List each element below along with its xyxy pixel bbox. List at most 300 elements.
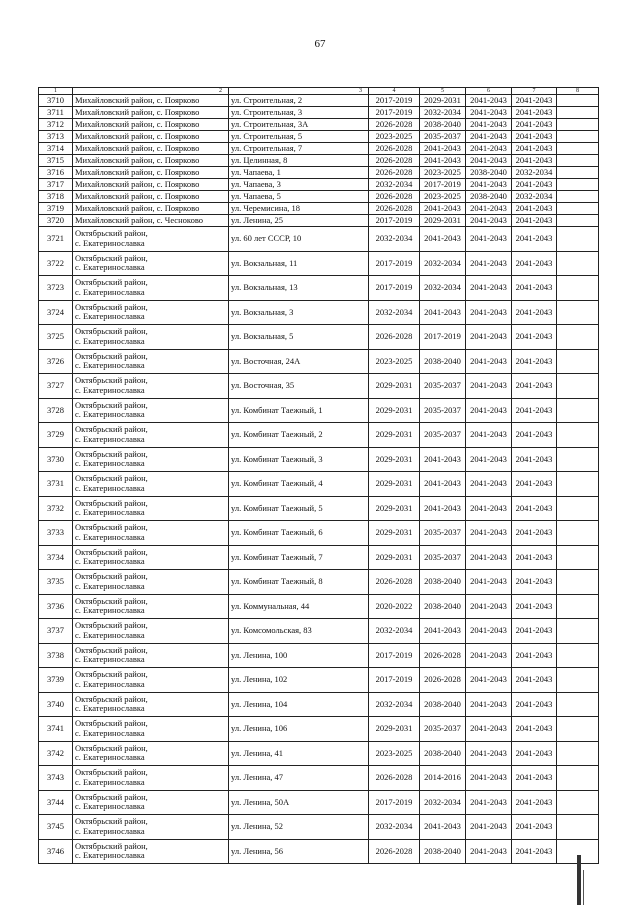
address-cell: ул. Ленина, 102 [229,668,369,693]
period-cell: 2041-2043 [512,179,557,191]
locality-village: с. Екатеринославка [75,311,145,322]
binding-mark [577,855,581,905]
period-cell: 2041-2043 [512,790,557,815]
note-cell [557,423,599,448]
row-number: 3716 [39,167,73,179]
period-cell: 2041-2043 [466,107,512,119]
row-number: 3712 [39,119,73,131]
period-cell: 2029-2031 [369,398,420,423]
row-number: 3745 [39,815,73,840]
locality-district: Октябрьский район, [75,816,148,827]
period-cell: 2038-2040 [420,349,466,374]
period-cell: 2029-2031 [369,447,420,472]
locality-village: с. Екатеринославка [75,237,145,248]
locality-village: с. Екатеринославка [75,384,145,395]
period-cell: 2041-2043 [512,300,557,325]
period-cell: 2023-2025 [369,741,420,766]
period-cell: 2041-2043 [466,447,512,472]
address-cell: ул. Строительная, 3 [229,107,369,119]
register-table [38,87,599,864]
note-cell [557,143,599,155]
address-cell: ул. Чапаева, 3 [229,179,369,191]
locality-cell [73,496,229,521]
period-cell: 2032-2034 [369,692,420,717]
locality-cell: Михайловский район, с. Поярково [73,191,229,203]
note-cell [557,300,599,325]
note-cell [557,643,599,668]
note-cell [557,570,599,595]
locality-cell [73,227,229,252]
period-cell: 2041-2043 [466,374,512,399]
locality-cell [73,521,229,546]
row-number: 3730 [39,447,73,472]
locality-cell [73,668,229,693]
locality-village: с. Екатеринославка [75,752,145,763]
address-cell: ул. Восточная, 24А [229,349,369,374]
period-cell: 2029-2031 [369,423,420,448]
locality-cell: Михайловский район, с. Поярково [73,179,229,191]
table-row [39,643,599,668]
locality-district: Октябрьский район, [75,301,148,312]
binding-mark [583,870,584,905]
locality-cell [73,643,229,668]
address-cell: ул. Чапаева, 5 [229,191,369,203]
table-row [39,143,599,155]
period-cell: 2026-2028 [369,766,420,791]
address-cell: ул. Ленина, 25 [229,215,369,227]
locality-cell [73,349,229,374]
table-row [39,619,599,644]
period-cell: 2041-2043 [466,545,512,570]
address-cell: ул. Комбинат Таежный, 6 [229,521,369,546]
row-number: 3734 [39,545,73,570]
period-cell: 2041-2043 [420,203,466,215]
locality-district: Октябрьский район, [75,497,148,508]
period-cell: 2041-2043 [512,839,557,864]
table-row [39,131,599,143]
period-cell: 2026-2028 [369,143,420,155]
column-number: 6 [466,88,512,95]
period-cell: 2038-2040 [420,570,466,595]
period-cell: 2026-2028 [369,119,420,131]
period-cell: 2041-2043 [466,619,512,644]
period-cell: 2032-2034 [369,300,420,325]
period-cell: 2026-2028 [420,643,466,668]
period-cell: 2038-2040 [420,839,466,864]
address-cell: ул. Чапаева, 1 [229,167,369,179]
page-number: 67 [314,38,326,50]
table-row [39,179,599,191]
period-cell: 2041-2043 [512,741,557,766]
row-number: 3739 [39,668,73,693]
locality-district: Октябрьский район, [75,448,148,459]
note-cell [557,594,599,619]
locality-cell [73,766,229,791]
period-cell: 2032-2034 [369,227,420,252]
address-cell: ул. Черемисина, 18 [229,203,369,215]
note-cell [557,717,599,742]
period-cell: 2017-2019 [369,215,420,227]
row-number: 3728 [39,398,73,423]
note-cell [557,668,599,693]
row-number: 3733 [39,521,73,546]
table-row [39,766,599,791]
period-cell: 2017-2019 [369,643,420,668]
period-cell: 2041-2043 [512,545,557,570]
row-number: 3741 [39,717,73,742]
period-cell: 2041-2043 [512,107,557,119]
note-cell [557,496,599,521]
locality-cell [73,570,229,595]
locality-cell [73,374,229,399]
period-cell: 2041-2043 [512,423,557,448]
period-cell: 2035-2037 [420,545,466,570]
row-number: 3715 [39,155,73,167]
locality-district: Октябрьский район, [75,840,148,851]
period-cell: 2038-2040 [420,119,466,131]
period-cell: 2041-2043 [420,447,466,472]
locality-district: Октябрьский район, [75,718,148,729]
locality-cell [73,251,229,276]
period-cell: 2026-2028 [369,570,420,595]
locality-village: с. Екатеринославка [75,825,145,836]
table-row [39,119,599,131]
note-cell [557,741,599,766]
locality-cell [73,594,229,619]
row-number: 3736 [39,594,73,619]
row-number: 3723 [39,276,73,301]
period-cell: 2041-2043 [512,570,557,595]
locality-district: Октябрьский район, [75,742,148,753]
row-number: 3737 [39,619,73,644]
locality-village: с. Екатеринославка [75,531,145,542]
locality-district: Октябрьский район, [75,473,148,484]
note-cell [557,447,599,472]
period-cell: 2041-2043 [466,570,512,595]
period-cell: 2041-2043 [466,815,512,840]
row-number: 3731 [39,472,73,497]
locality-cell [73,815,229,840]
note-cell [557,521,599,546]
locality-district: Октябрьский район, [75,620,148,631]
row-number: 3714 [39,143,73,155]
period-cell: 2017-2019 [420,325,466,350]
row-number: 3721 [39,227,73,252]
period-cell: 2041-2043 [466,325,512,350]
period-cell: 2038-2040 [466,191,512,203]
period-cell: 2038-2040 [466,167,512,179]
row-number: 3735 [39,570,73,595]
locality-cell: Михайловский район, с. Чесноково [73,215,229,227]
row-number: 3744 [39,790,73,815]
period-cell: 2041-2043 [512,815,557,840]
row-number: 3718 [39,191,73,203]
period-cell: 2041-2043 [466,215,512,227]
period-cell: 2041-2043 [466,179,512,191]
period-cell: 2041-2043 [512,374,557,399]
locality-cell: Михайловский район, с. Поярково [73,119,229,131]
period-cell: 2041-2043 [420,300,466,325]
row-number: 3725 [39,325,73,350]
period-cell: 2041-2043 [466,496,512,521]
table-row [39,349,599,374]
period-cell: 2026-2028 [369,839,420,864]
period-cell: 2041-2043 [466,300,512,325]
table-row [39,741,599,766]
period-cell: 2032-2034 [512,191,557,203]
note-cell [557,349,599,374]
period-cell: 2041-2043 [420,227,466,252]
row-number: 3729 [39,423,73,448]
period-cell: 2035-2037 [420,131,466,143]
locality-cell [73,472,229,497]
period-cell: 2035-2037 [420,398,466,423]
row-number: 3719 [39,203,73,215]
period-cell: 2026-2028 [420,668,466,693]
locality-cell: Михайловский район, с. Поярково [73,155,229,167]
note-cell [557,191,599,203]
column-number: 2 [73,88,229,95]
locality-cell [73,790,229,815]
period-cell: 2041-2043 [512,472,557,497]
locality-village: с. Екатеринославка [75,678,145,689]
locality-cell [73,741,229,766]
locality-district: Октябрьский район, [75,277,148,288]
locality-district: Октябрьский район, [75,350,148,361]
table-row [39,668,599,693]
period-cell: 2041-2043 [512,692,557,717]
period-cell: 2041-2043 [466,521,512,546]
period-cell: 2041-2043 [466,839,512,864]
locality-village: с. Екатеринославка [75,727,145,738]
row-number: 3743 [39,766,73,791]
locality-district: Октябрьский район, [75,669,148,680]
period-cell: 2038-2040 [420,741,466,766]
locality-district: Октябрьский район, [75,375,148,386]
period-cell: 2041-2043 [512,349,557,374]
note-cell [557,131,599,143]
locality-village: с. Екатеринославка [75,703,145,714]
table-row [39,203,599,215]
column-number: 8 [557,88,599,95]
table-row [39,215,599,227]
period-cell: 2038-2040 [420,594,466,619]
period-cell: 2041-2043 [466,143,512,155]
table-row [39,423,599,448]
period-cell: 2026-2028 [369,191,420,203]
locality-village: с. Екатеринославка [75,335,145,346]
note-cell [557,766,599,791]
table-row [39,570,599,595]
period-cell: 2029-2031 [420,95,466,107]
row-number: 3727 [39,374,73,399]
locality-district: Октябрьский район, [75,399,148,410]
period-cell: 2026-2028 [369,167,420,179]
table-row [39,815,599,840]
note-cell [557,227,599,252]
address-cell: ул. Вокзальная, 3 [229,300,369,325]
row-number: 3742 [39,741,73,766]
period-cell: 2041-2043 [466,472,512,497]
period-cell: 2041-2043 [466,790,512,815]
period-cell: 2041-2043 [466,276,512,301]
locality-village: с. Екатеринославка [75,605,145,616]
locality-district: Октябрьский район, [75,326,148,337]
table-row [39,692,599,717]
note-cell [557,276,599,301]
locality-village: с. Екатеринославка [75,850,145,861]
row-number: 3713 [39,131,73,143]
period-cell: 2032-2034 [369,619,420,644]
locality-cell [73,447,229,472]
note-cell [557,692,599,717]
period-cell: 2029-2031 [369,545,420,570]
period-cell: 2041-2043 [466,423,512,448]
row-number: 3738 [39,643,73,668]
address-cell: ул. Комбинат Таежный, 8 [229,570,369,595]
column-number-row [39,88,599,95]
table-row [39,839,599,864]
period-cell: 2041-2043 [466,131,512,143]
period-cell: 2035-2037 [420,374,466,399]
period-cell: 2041-2043 [512,643,557,668]
locality-cell: Михайловский район, с. Поярково [73,167,229,179]
address-cell: ул. Ленина, 104 [229,692,369,717]
table-row [39,300,599,325]
period-cell: 2041-2043 [420,155,466,167]
period-cell: 2041-2043 [466,398,512,423]
note-cell [557,179,599,191]
period-cell: 2041-2043 [512,251,557,276]
period-cell: 2041-2043 [466,594,512,619]
row-number: 3720 [39,215,73,227]
period-cell: 2041-2043 [512,668,557,693]
row-number: 3717 [39,179,73,191]
table-row [39,594,599,619]
locality-district: Октябрьский район, [75,546,148,557]
locality-district: Октябрьский район, [75,522,148,533]
period-cell: 2041-2043 [466,119,512,131]
locality-village: с. Екатеринославка [75,458,145,469]
locality-village: с. Екатеринославка [75,776,145,787]
row-number: 3746 [39,839,73,864]
period-cell: 2041-2043 [466,155,512,167]
address-cell: ул. Ленина, 47 [229,766,369,791]
note-cell [557,215,599,227]
period-cell: 2041-2043 [420,815,466,840]
locality-cell [73,423,229,448]
period-cell: 2014-2016 [420,766,466,791]
address-cell: ул. Комбинат Таежный, 3 [229,447,369,472]
table-row [39,374,599,399]
period-cell: 2032-2034 [420,107,466,119]
table-row [39,107,599,119]
period-cell: 2041-2043 [512,143,557,155]
locality-village: с. Екатеринославка [75,580,145,591]
address-cell: ул. Ленина, 50А [229,790,369,815]
period-cell: 2017-2019 [369,95,420,107]
locality-district: Октябрьский район, [75,424,148,435]
table-row [39,95,599,107]
period-cell: 2041-2043 [420,143,466,155]
locality-village: с. Екатеринославка [75,262,145,273]
period-cell: 2041-2043 [466,227,512,252]
period-cell: 2026-2028 [369,155,420,167]
period-cell: 2023-2025 [420,191,466,203]
column-number: 3 [229,88,369,95]
period-cell: 2029-2031 [369,472,420,497]
note-cell [557,545,599,570]
table-row [39,227,599,252]
table-row [39,325,599,350]
table-row [39,447,599,472]
note-cell [557,398,599,423]
period-cell: 2041-2043 [512,594,557,619]
period-cell: 2023-2025 [369,131,420,143]
note-cell [557,619,599,644]
locality-cell: Михайловский район, с. Поярково [73,203,229,215]
locality-village: с. Екатеринославка [75,433,145,444]
address-cell: ул. Ленина, 41 [229,741,369,766]
locality-district: Октябрьский район, [75,767,148,778]
period-cell: 2041-2043 [466,692,512,717]
period-cell: 2041-2043 [512,131,557,143]
locality-cell: Михайловский район, с. Поярково [73,131,229,143]
period-cell: 2041-2043 [512,521,557,546]
period-cell: 2041-2043 [512,276,557,301]
column-number: 7 [512,88,557,95]
note-cell [557,815,599,840]
note-cell [557,251,599,276]
locality-cell [73,717,229,742]
table-row [39,717,599,742]
locality-district: Октябрьский район, [75,252,148,263]
table-row [39,472,599,497]
note-cell [557,107,599,119]
note-cell [557,203,599,215]
period-cell: 2035-2037 [420,717,466,742]
table-row [39,521,599,546]
period-cell: 2023-2025 [369,349,420,374]
locality-village: с. Екатеринославка [75,507,145,518]
period-cell: 2029-2031 [369,717,420,742]
period-cell: 2026-2028 [369,325,420,350]
period-cell: 2041-2043 [420,472,466,497]
table-body [39,88,599,864]
period-cell: 2026-2028 [369,203,420,215]
period-cell: 2041-2043 [512,619,557,644]
address-cell: ул. Строительная, 3А [229,119,369,131]
period-cell: 2041-2043 [466,766,512,791]
locality-cell: Михайловский район, с. Поярково [73,95,229,107]
table-row [39,251,599,276]
period-cell: 2032-2034 [512,167,557,179]
locality-cell [73,300,229,325]
locality-district: Октябрьский район, [75,644,148,655]
row-number: 3732 [39,496,73,521]
address-cell: ул. 60 лет СССР, 10 [229,227,369,252]
table-row [39,276,599,301]
address-cell: ул. Комбинат Таежный, 2 [229,423,369,448]
period-cell: 2032-2034 [369,815,420,840]
period-cell: 2017-2019 [369,251,420,276]
table-row [39,545,599,570]
period-cell: 2017-2019 [369,668,420,693]
period-cell: 2041-2043 [466,741,512,766]
column-number: 1 [39,88,73,95]
period-cell: 2029-2031 [420,215,466,227]
note-cell [557,472,599,497]
